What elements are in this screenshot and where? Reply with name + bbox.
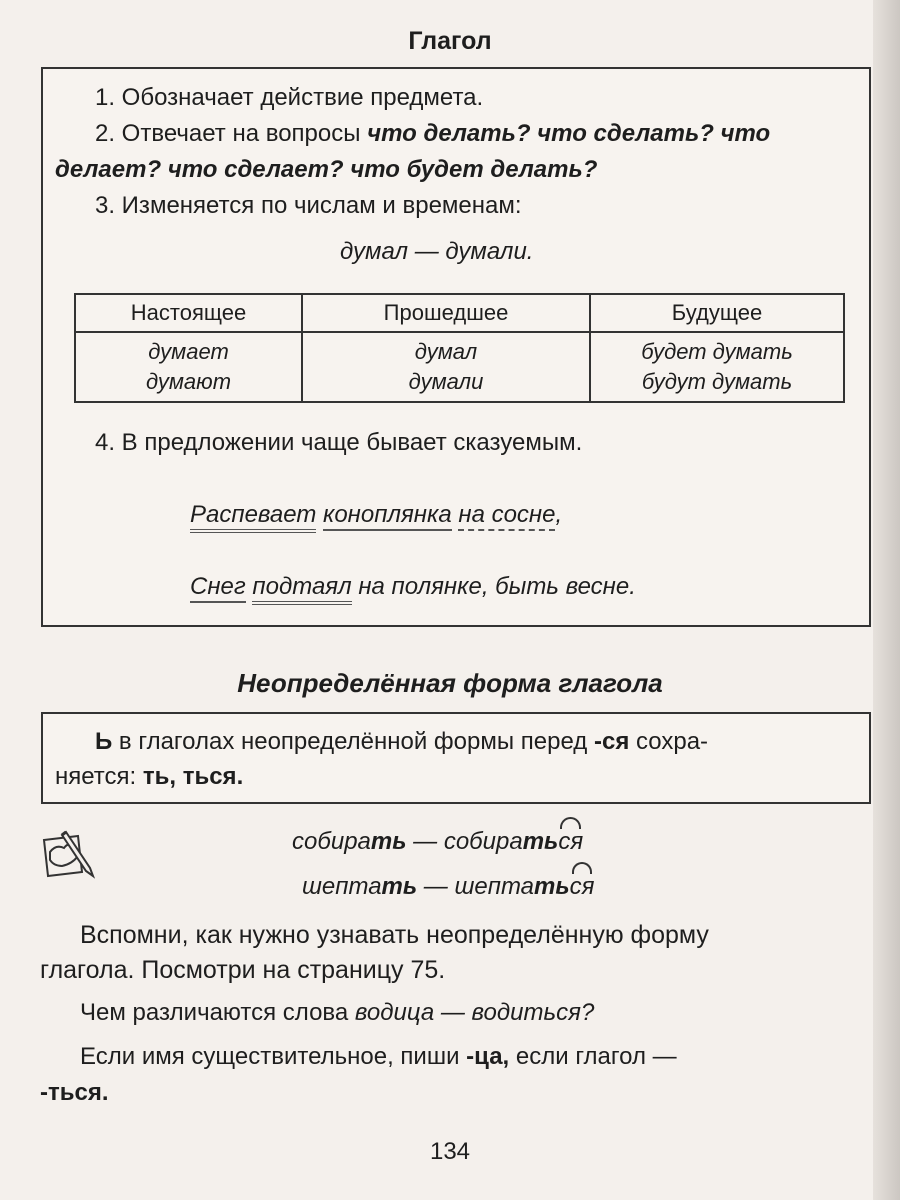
subject-word: Снег (190, 573, 246, 603)
tense-header-past: Прошедшее (302, 294, 590, 332)
tense-cell-past: думал думали (302, 332, 590, 402)
verb-point-3: 3. Изменяется по числам и временам: (95, 192, 522, 219)
page-edge (873, 0, 900, 1200)
page-number: 134 (429, 1138, 471, 1165)
predicate-word: подтаял (252, 573, 351, 605)
tense-cell-present: думает думают (75, 332, 302, 402)
circumstance-phrase: на сосне (458, 501, 555, 531)
tense-cell-future: будет думать будут думать (590, 332, 844, 402)
suffix-arc: ся (570, 870, 595, 904)
predicate-word: Распевает (190, 501, 316, 533)
infinitive-rule-line-2: няется: ть, ться. (55, 763, 244, 790)
infinitive-section-title: Неопределённая форма глагола (237, 668, 663, 698)
advice-line-1: Если имя существительное, пиши -ца, если глагол — (80, 1043, 677, 1070)
infinitive-rule-line-1: Ь в глаголах неопределённой формы перед -ся сохра- (95, 728, 709, 755)
suffix-arc: ся (558, 825, 583, 859)
verb-point-1: 1. Обозначает действие предмета. (95, 84, 484, 111)
verb-example: думал — думали. (340, 238, 534, 265)
subject-word: коноплянка (323, 501, 452, 531)
verb-point-4: 4. В предложении чаще бывает сказуемым. (95, 429, 583, 456)
verb-questions-1: что делать? что сделать? что (367, 120, 771, 147)
tense-header-future: Будущее (590, 294, 844, 332)
writing-hand-icon (38, 822, 100, 884)
example-sentence-2: Снег подтаял на полянке, быть весне. (190, 570, 636, 604)
verb-section-title: Глагол (408, 27, 492, 55)
question-line: Чем различаются слова водица — водиться? (80, 999, 595, 1026)
remember-line-2: глагола. Посмотри на страницу 75. (40, 956, 446, 984)
verb-questions-2: делает? что сделает? что будет делать? (55, 156, 598, 183)
tense-header-present: Настоящее (75, 294, 302, 332)
advice-line-2: -ться. (40, 1079, 109, 1106)
infinitive-example-1: собирать — собираться (292, 825, 583, 859)
verb-point-2: 2. Отвечает на вопросы что делать? что сделать? что (95, 120, 771, 147)
infinitive-example-2: шептать — шептаться (302, 870, 594, 904)
example-sentence-1: Распевает коноплянка на сосне, (190, 498, 562, 532)
remember-line-1: Вспомни, как нужно узнавать неопределённую форму (80, 921, 709, 949)
tense-table (74, 293, 845, 403)
